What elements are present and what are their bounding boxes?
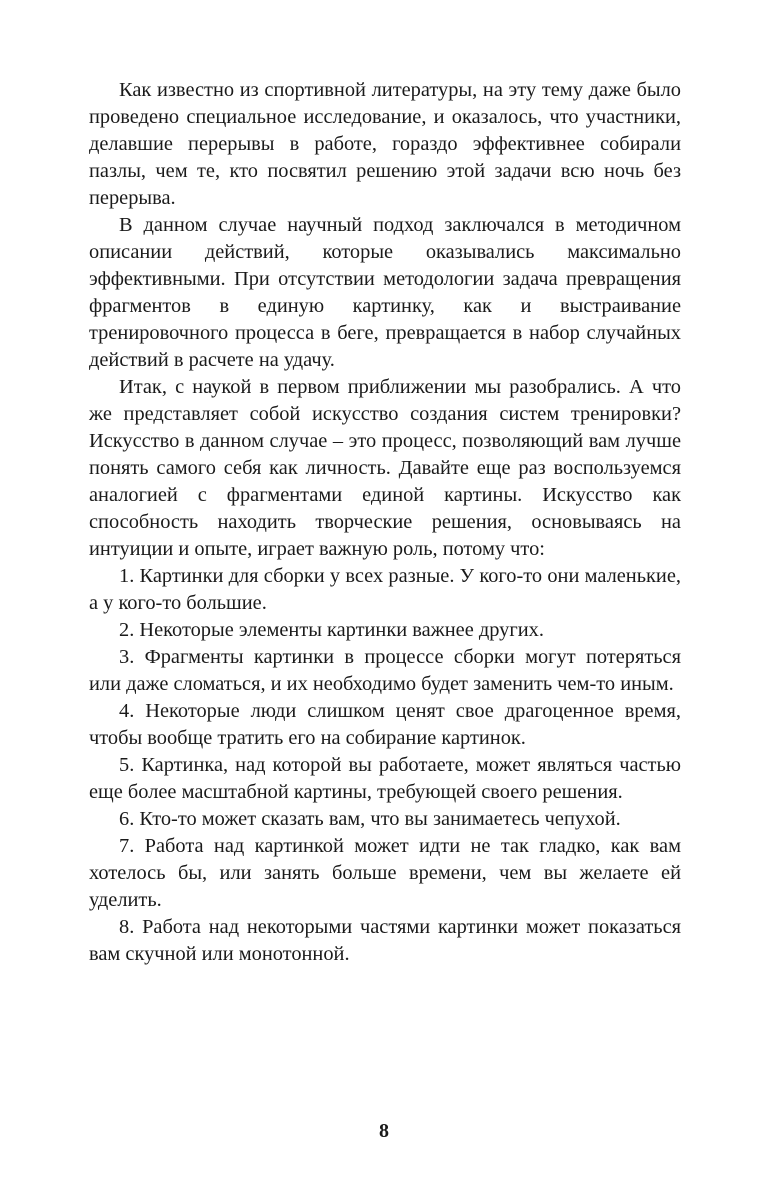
list-item: 3. Фрагменты картинки в процессе сборки могут потеряться или даже сломаться, и их необходимо будет заменить чем-то иным. — [89, 646, 681, 695]
paragraph: Итак, с наукой в первом приближении мы разобрались. А что же представляет собой искусство создания систем тренировки? Искусство в данном случае – это процесс, позволяющий вам лучше понять самого себя как личность. Давайте еще раз воспользуемся аналогией с фрагментами единой картины. Искусство как способность находить творческие решения, основываясь на интуиции и опыте, играет важную роль, потому что: — [89, 376, 681, 560]
list-item: 8. Работа над некоторыми частями картинки может показаться вам скучной или монотонной. — [89, 916, 681, 965]
list-item: 2. Некоторые элементы картинки важнее других. — [119, 619, 544, 641]
list-item: 5. Картинка, над которой вы работаете, может являться частью еще более масштабной картины, требующей своего решения. — [89, 754, 681, 803]
list-item: 1. Картинки для сборки у всех разные. У кого-то они маленькие, а у кого-то большие. — [89, 565, 681, 614]
list-item: 4. Некоторые люди слишком ценят свое драгоценное время, чтобы вообще тратить его на собирание картинок. — [89, 700, 681, 749]
paragraph: Как известно из спортивной литературы, на эту тему даже было проведено специальное исследование, и оказалось, что участники, делавшие перерывы в работе, гораздо эффективнее собирали пазлы, чем те, кто посвятил решению этой задачи всю ночь без перерыва. — [89, 79, 681, 209]
list-item: 7. Работа над картинкой может идти не так гладко, как вам хотелось бы, или занять больше времени, чем вы желаете ей уделить. — [89, 835, 681, 911]
paragraph: В данном случае научный подход заключался в методичном описании действий, которые оказывались максимально эффективными. При отсутствии методологии задача превращения фрагментов в единую картинку, как и выстраивание тренировочного процесса в беге, превращается в набор случайных действий в расчете на удачу. — [89, 214, 681, 371]
page-number: 8 — [379, 1120, 389, 1142]
page-body — [89, 77, 681, 968]
list-item: 6. Кто-то может сказать вам, что вы занимаетесь чепухой. — [119, 808, 621, 830]
